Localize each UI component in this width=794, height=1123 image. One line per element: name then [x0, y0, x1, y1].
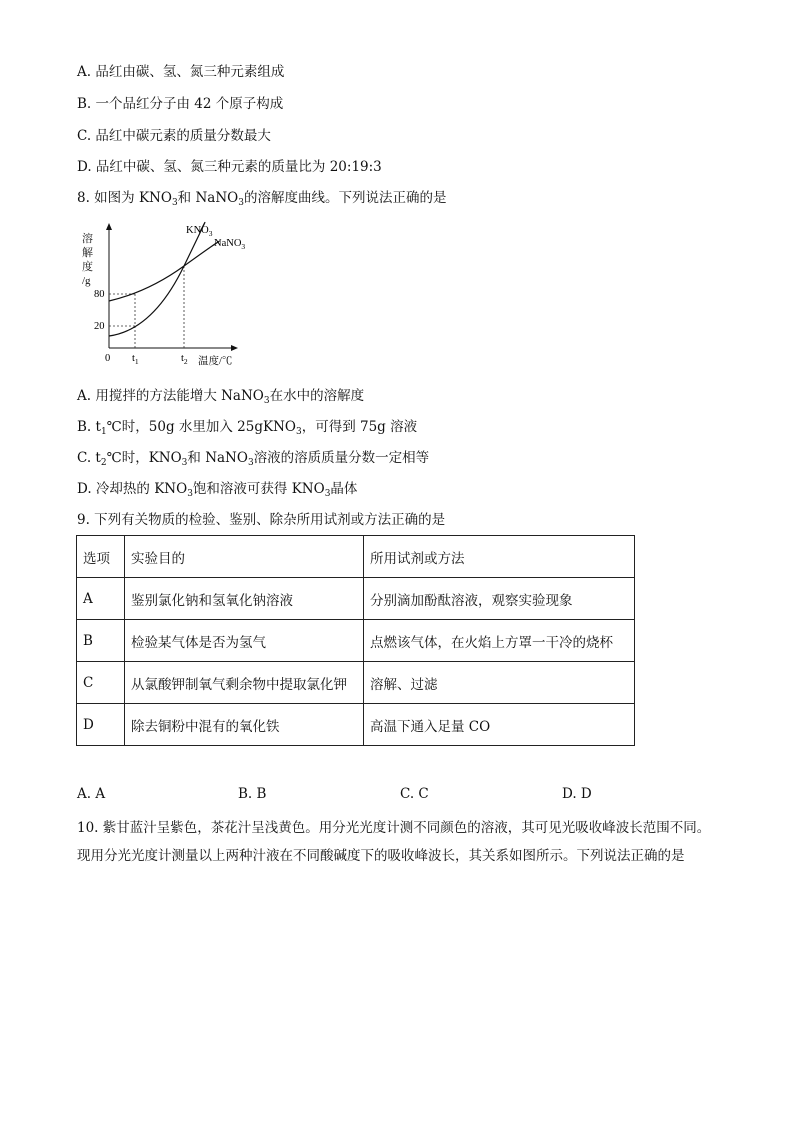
row-a-option: A [77, 578, 125, 620]
graph-ylabel-1: 溶 [82, 233, 93, 245]
kno3-curve [109, 222, 205, 336]
row-a-purpose: 鉴别氯化钠和氢氧化钠溶液 [125, 578, 364, 620]
header-option: 选项 [77, 536, 125, 578]
row-d-method: 高温下通入足量 CO [364, 704, 635, 746]
table-row [77, 662, 635, 704]
q9-answer-c: C. C [400, 786, 429, 802]
graph-xlabel: 温度/℃ [198, 356, 233, 367]
graph-ylabel-4: /g [82, 275, 91, 287]
graph-ylabel-3: 度 [82, 261, 93, 273]
graph-origin-label: 0 [105, 353, 111, 364]
row-c-purpose: 从氯酸钾制氧气剩余物中提取氯化钾 [125, 662, 364, 704]
row-b-purpose: 检验某气体是否为氢气 [125, 620, 364, 662]
nano3-curve [109, 241, 220, 301]
q9-table [76, 535, 635, 746]
row-b-method: 点燃该气体，在火焰上方罩一干冷的烧杯 [364, 620, 635, 662]
q9-answer-a: A. A [77, 786, 106, 802]
nano3-label: NaNO$_3$ [214, 238, 246, 251]
row-b-option: B [77, 620, 125, 662]
q8-option-a: A. 用搅拌的方法能增大 NaNO$_3$在水中的溶解度 [77, 388, 365, 406]
graph-ytick-80: 80 [94, 289, 105, 300]
row-c-option: C [77, 662, 125, 704]
q7-option-c: C. 品红中碳元素的质量分数最大 [77, 128, 271, 144]
graph-x-arrow [231, 345, 238, 351]
q8-option-c: C. $t_2℃$时，$KNO_3$和 NaNO$_3$溶液的溶质质量分数一定相等 [77, 450, 430, 468]
table-row [77, 620, 635, 662]
row-d-purpose: 除去铜粉中混有的氧化铁 [125, 704, 364, 746]
q10-stem: 10. 紫甘蓝汁呈紫色，茶花汁呈浅黄色。用分光光度计测不同颜色的溶液，其可见光吸收峰波长范围不同。现用分光光度计测量以上两种汁液在不同酸碱度下的吸收峰波长，其关系如图所示。下列说法正确的是 [77, 820, 711, 864]
table-row [77, 704, 635, 746]
header-method: 所用试剂或方法 [364, 536, 635, 578]
q8-stem: 8. 如图为 $KNO_3$和 NaNO$_3$的溶解度曲线。下列说法正确的是 [77, 190, 447, 208]
q8-option-d: D. 冷却热的 $KNO_3$饱和溶液可获得 $KNO_3$晶体 [77, 481, 358, 499]
table-row [77, 578, 635, 620]
q7-option-d: D. 品红中碳、氢、氮三种元素的质量比为 20:19:3 [77, 159, 382, 175]
q7-option-a: A. 品红由碳、氢、氮三种元素组成 [77, 64, 285, 80]
table-header-row [77, 536, 635, 578]
q8-option-b: B. $t_1℃$时，50g 水里加入 25gKNO$_3$，可得到 75g 溶液 [77, 419, 418, 437]
q9-answer-b: B. B [238, 786, 267, 802]
row-a-method: 分别滴加酚酞溶液，观察实验现象 [364, 578, 635, 620]
graph-ytick-20: 20 [94, 321, 105, 332]
kno3-label: $KNO_3$ [186, 225, 213, 238]
q7-option-b: B. 一个品红分子由 42 个原子构成 [77, 96, 284, 112]
row-d-option: D [77, 704, 125, 746]
graph-y-arrow [106, 223, 112, 230]
row-c-method: 溶解、过滤 [364, 662, 635, 704]
graph-t1-label: $t_1$ [132, 353, 139, 366]
solubility-graph [78, 218, 268, 370]
graph-ylabel-2: 解 [82, 247, 93, 259]
q9-answer-d: D. D [562, 786, 592, 802]
q9-stem: 9. 下列有关物质的检验、鉴别、除杂所用试剂或方法正确的是 [77, 512, 446, 528]
header-purpose: 实验目的 [125, 536, 364, 578]
graph-t2-label: $t_2$ [181, 353, 188, 366]
